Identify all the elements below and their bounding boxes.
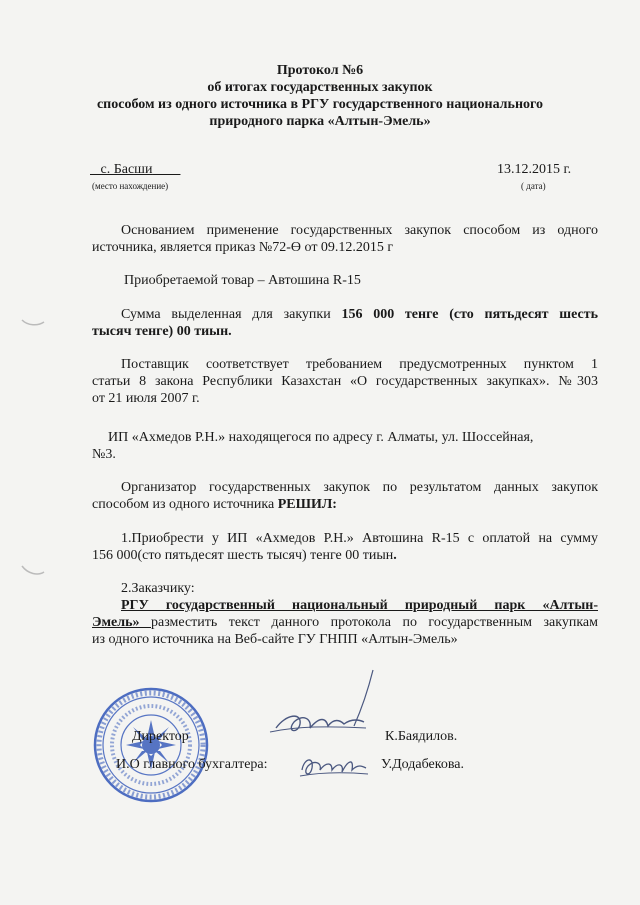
place-label: (место нахождение) [92, 181, 169, 191]
accountant-label: И.О главного бухгалтера: [116, 757, 268, 772]
supplier-line-3: от 21 июля 2007 г. [92, 391, 200, 406]
decision1-dot: . [393, 548, 397, 563]
organizer-line-1: Организатор государственных закупок по результатом данных закупок [121, 480, 598, 495]
amount-line-2: тысяч тенге) 00 тиын. [92, 324, 232, 339]
date-value: 13.12.2015 г. [497, 162, 572, 177]
basis-line-1: Основанием применение государственных закупок способом из одного [121, 223, 598, 238]
decision2-park-end: Эмель» [92, 615, 151, 630]
director-label: Директор [132, 729, 189, 744]
basis-line-2: источника, является приказ №72-Ө от 09.12.2015 г [92, 240, 394, 255]
place-underline [90, 162, 180, 177]
protocol-title: Протокол №6 [276, 63, 364, 78]
director-signature [268, 668, 388, 746]
accountant-signature [298, 748, 370, 784]
decision2-line-3: из одного источника на Веб-сайте ГУ ГНПП «Алтын-Эмель» [92, 632, 458, 647]
amount-bold: 156 000 тенге (сто пятьдесят шесть [341, 307, 598, 322]
decision1-line-1: 1.Приобрести у ИП «Ахмедов Р.Н.» Автошина R-15 с оплатой на сумму [121, 531, 598, 546]
decision1-text: 156 000(сто пятьдесят шесть тысяч) тенге 00 тиын [92, 548, 394, 563]
decision-word: РЕШИЛ: [277, 497, 337, 512]
decision2-text: разместить текст данного протокола по государственным закупкам [151, 615, 598, 630]
place-value [90, 162, 180, 178]
accountant-name: У.Додабекова. [381, 757, 464, 772]
date-label: ( дата) [521, 181, 546, 191]
ip-line-2: №3. [92, 447, 116, 462]
scan-mark-top [18, 300, 48, 330]
scan-mark-bottom [18, 552, 48, 582]
organizer-line-2 [92, 496, 337, 513]
place-text: с. Басши [100, 162, 153, 177]
protocol-subtitle-3: природного парка «Алтын-Эмель» [209, 114, 431, 129]
amount-line-1 [121, 306, 598, 323]
goods-line: Приобретаемой товар – Автошина R-15 [124, 273, 361, 288]
supplier-line-2: статьи 8 закона Республики Казахстан «О государственных закупках». №303 [92, 374, 598, 389]
official-stamp [92, 686, 210, 804]
protocol-subtitle-2: способом из одного источника в РГУ государственного национального [96, 97, 544, 112]
decision2-label: 2.Заказчику: [121, 581, 195, 596]
decision2-line-2 [92, 614, 598, 631]
decision2-line-1: РГУ государственный национальный природный парк «Алтын- [121, 598, 598, 613]
organizer-text: способом из одного источника [92, 497, 278, 512]
protocol-subtitle-1: об итогах государственных закупок [207, 80, 433, 95]
supplier-line-1: Поставщик соответствует требованием предусмотренных пунктом 1 [121, 357, 598, 372]
director-name: К.Баядилов. [385, 729, 458, 744]
amount-text: Сумма выделенная для закупки [121, 307, 342, 322]
ip-line-1: ИП «Ахмедов Р.Н.» находящегося по адресу г. Алматы, ул. Шоссейная, [108, 430, 534, 445]
decision1-line-2 [92, 547, 397, 564]
